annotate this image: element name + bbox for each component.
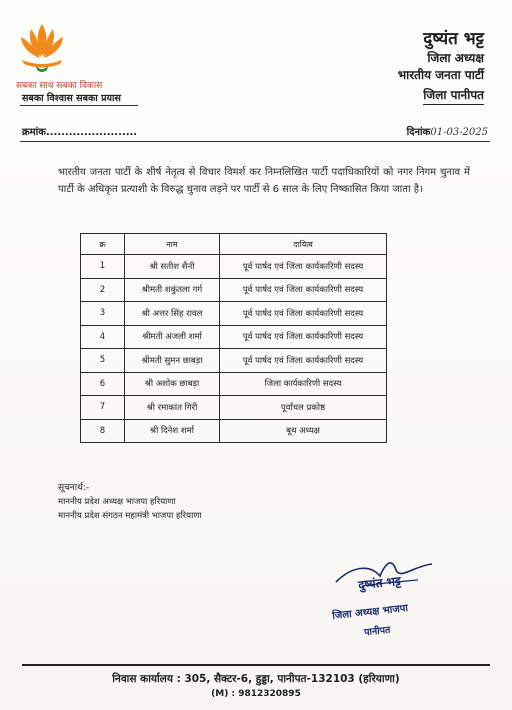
table-row [81,372,387,396]
table-row [81,325,387,349]
sender-district: जिला पानीपत [423,87,484,105]
column-header-role: दायित्व [220,234,387,255]
stamp-city: पानीपत [363,624,392,639]
table-row [81,255,387,279]
date-label: दिनांक [406,127,431,138]
cell-role: पूर्व पार्षद एवं जिला कार्यकारिणी सदस्य [220,325,387,349]
table-row [81,396,387,420]
cell-name: श्री अशोक छाबड़ा [125,372,220,396]
table-header-row [81,234,387,255]
cell-name: श्रीमती अंजली शर्मा [125,325,220,349]
cell-serial: 3 [81,302,125,326]
reference-number: क्रमांक........................ [22,127,138,138]
signature-stamp [322,556,442,644]
sender-designation: जिला अध्यक्ष [427,51,484,65]
cell-name: श्रीमती शकुंतला गर्ग [125,278,220,302]
copy-to-item: माननीय प्रदेश अध्यक्ष भाजपा हरियाणा [58,497,176,507]
sender-block [398,28,484,105]
bjp-lotus-logo-icon [14,20,70,76]
footer-address: निवास कार्यालय : 305, सैक्टर-6, हुड्डा, पानीपत-132103 (हरियाणा) [112,673,400,685]
table-row [81,349,387,373]
cell-role: पूर्व पार्षद एवं जिला कार्यकारिणी सदस्य [220,349,387,373]
letter-body: भारतीय जनता पार्टी के शीर्ष नेतृत्व से विचार विमर्श कर निम्नलिखित पार्टी पदाधिकारियों को नगर निगम चुनाव में पार्टी के अधिकृत प्रत्याशी के विरुद्ध चुनाव लड़ने पर पार्टी से 6 साल के लिए निष्कासित किया जाता है। [58,167,470,195]
cell-name: श्री सतीश सैनी [125,255,220,279]
footer-divider [22,664,490,666]
cell-role: पूर्व पार्षद एवं जिला कार्यकारिणी सदस्य [220,302,387,326]
copy-to-title: सूचनार्थ:- [58,483,90,493]
sender-name: दुष्यंत भट्ट [423,29,484,49]
cell-role: बूथ अध्यक्ष [220,419,387,443]
cell-name: श्री रमाकांत गिरी [125,396,220,420]
slogan-line-2: सबका विश्वास सबका प्रयास [22,93,121,104]
stamp-name: दुष्यंत भट्ट [357,573,402,593]
cell-serial: 7 [81,396,125,420]
cell-serial: 4 [81,325,125,349]
cell-serial: 6 [81,372,125,396]
cell-role: पूर्वांचल प्रकोष्ठ [220,396,387,420]
expelled-members-table [80,233,387,443]
cell-serial: 5 [81,349,125,373]
slogan-line-1: सबका साथ सबका विकास [16,81,103,91]
cell-name: श्री अत्तर सिंह रावल [125,302,220,326]
table-row [81,278,387,302]
cell-name: श्रीमती सुमन छाबड़ा [125,349,220,373]
date-field [407,124,488,138]
cell-role: पूर्व पार्षद एवं जिला कार्यकारिणी सदस्य [220,278,387,302]
cell-role: पूर्व पार्षद एवं जिला कार्यकारिणी सदस्य [220,255,387,279]
cell-name: श्री दिनेश शर्मा [125,419,220,443]
header-divider [20,141,490,142]
copy-to-item: माननीय प्रदेश संगठन महामंत्री भाजपा हरियाणा [58,511,202,521]
sender-party: भारतीय जनता पार्टी [397,68,484,82]
date-value: 01-03-2025 [430,127,488,138]
footer-phone: (M) : 9812320895 [211,689,301,699]
slogan-underline [20,105,138,106]
table-row [81,302,387,326]
cell-role: जिला कार्यकारिणी सदस्य [220,372,387,396]
cell-serial: 1 [81,255,125,279]
table-row [81,419,387,443]
cell-serial: 2 [81,278,125,302]
cell-serial: 8 [81,419,125,443]
stamp-role: जिला अध्यक्ष भाजपा [331,603,409,622]
column-header-serial: क्र [81,234,125,255]
column-header-name: नाम [125,234,220,255]
